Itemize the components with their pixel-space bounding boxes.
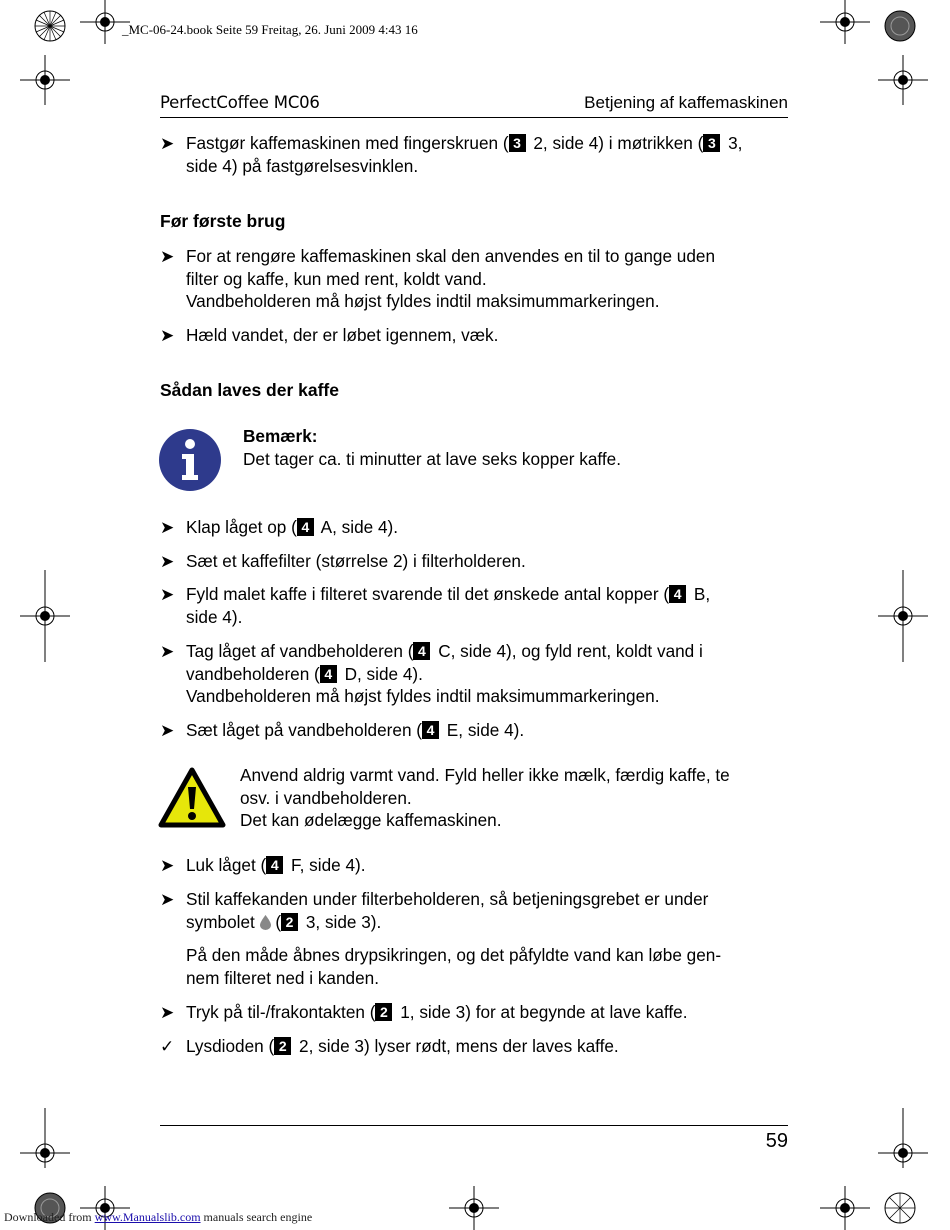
- checkmark-icon: ✓: [160, 1036, 175, 1056]
- section-heading: Før første brug: [160, 211, 286, 231]
- bullet-arrow-icon: ➤: [160, 855, 175, 875]
- header-product-name: PerfectCoffee MC06: [160, 93, 320, 112]
- warning-text: Anvend aldrig varmt vand. Fyld heller ikke mælk, færdig kaffe, te osv. i vandbeholderen. Det kan ødelægge kaffemaskinen.: [240, 765, 730, 831]
- download-notice: Downloaded from www.Manualslib.com manuals search engine: [4, 1210, 313, 1224]
- crosshair-mark-icon: [820, 1186, 870, 1230]
- manualslib-link[interactable]: www.Manualslib.com: [94, 1210, 201, 1224]
- bullet-arrow-icon: ➤: [160, 641, 175, 661]
- note-title: Bemærk:: [243, 426, 318, 446]
- registration-mark-icon: [870, 1180, 930, 1230]
- result-item: ✓ Lysdioden ( 2 2, side 3) lyser rødt, mens der laves kaffe.: [160, 1036, 619, 1056]
- instruction-item: ➤ Fyld malet kaffe i filteret svarende til det ønskede antal kopper ( 4 B, side 4).: [160, 584, 711, 627]
- figure-ref-badge: 2: [274, 1037, 291, 1055]
- crosshair-mark-icon: [878, 55, 928, 105]
- bullet-arrow-icon: ➤: [160, 584, 175, 604]
- figure-ref-badge: 4: [413, 642, 430, 660]
- instruction-item: ➤ Klap låget op ( 4 A, side 4).: [160, 517, 399, 537]
- registration-mark-icon: [870, 0, 930, 52]
- crosshair-mark-icon: [20, 570, 70, 662]
- bullet-arrow-icon: ➤: [160, 1002, 175, 1022]
- bullet-arrow-icon: ➤: [160, 325, 175, 345]
- bullet-arrow-icon: ➤: [160, 889, 175, 909]
- page-number: 59: [765, 1130, 788, 1152]
- note-text: Det tager ca. ti minutter at lave seks kopper kaffe.: [243, 449, 621, 469]
- figure-ref-badge: 4: [669, 585, 686, 603]
- warning-icon: [158, 767, 226, 829]
- header-divider: [160, 117, 788, 118]
- figure-ref-badge: 4: [422, 721, 439, 739]
- instruction-item: ➤ Hæld vandet, der er løbet igennem, væk.: [160, 325, 499, 345]
- crosshair-mark-icon: [20, 55, 70, 105]
- instruction-item: ➤ Tag låget af vandbeholderen ( 4 C, side 4), og fyld rent, koldt vand i vandbeholderen ( 4 D, side 4). Vandbeholderen må højst fyldes indtil maksimummarkeringen.: [160, 641, 703, 707]
- instruction-item: ➤ Stil kaffekanden under filterbeholderen, så betjeningsgrebet er under symbolet ( 2 3, side 3). På den måde åbnes drypsikringen, og det påfyldte vand kan løbe gen- nem filteret ned i kanden.: [160, 889, 722, 988]
- bullet-arrow-icon: ➤: [160, 551, 175, 571]
- crosshair-mark-icon: [20, 1108, 70, 1168]
- instruction-item: ➤ Fastgør kaffemaskinen med fingerskruen ( 3 2, side 4) i møtrikken ( 3 3, side 4) på fastgørelsesvinklen.: [160, 133, 743, 176]
- bullet-arrow-icon: ➤: [160, 517, 175, 537]
- figure-ref-badge: 3: [703, 134, 720, 152]
- crosshair-mark-icon: [878, 1108, 928, 1168]
- figure-ref-badge: 4: [297, 518, 314, 536]
- figure-ref-badge: 2: [281, 913, 298, 931]
- bullet-arrow-icon: ➤: [160, 720, 175, 740]
- figure-ref-badge: 2: [375, 1003, 392, 1021]
- header-section-title: Betjening af kaffemaskinen: [584, 93, 788, 112]
- instruction-item: ➤ Tryk på til-/frakontakten ( 2 1, side 3) for at begynde at lave kaffe.: [160, 1002, 688, 1022]
- figure-ref-badge: 4: [266, 856, 283, 874]
- section-heading: Sådan laves der kaffe: [160, 380, 339, 400]
- info-icon: [159, 429, 221, 491]
- figure-ref-badge: 4: [320, 665, 337, 683]
- registration-mark-icon: [20, 0, 80, 52]
- figure-ref-badge: 3: [509, 134, 526, 152]
- water-drop-icon: [260, 915, 271, 930]
- instruction-item: ➤ Luk låget ( 4 F, side 4).: [160, 855, 366, 875]
- instruction-item: ➤ For at rengøre kaffemaskinen skal den anvendes en til to gange uden filter og kaffe, kun med rent, koldt vand. Vandbeholderen må højst fyldes indtil maksimummarkeringen.: [160, 246, 716, 312]
- instruction-item: ➤ Sæt låget på vandbeholderen ( 4 E, side 4).: [160, 720, 525, 740]
- footer-divider: [160, 1125, 788, 1126]
- bullet-arrow-icon: ➤: [160, 133, 175, 153]
- crosshair-mark-icon: [878, 570, 928, 662]
- crosshair-mark-icon: [820, 0, 870, 44]
- instruction-item: ➤ Sæt et kaffefilter (størrelse 2) i filterholderen.: [160, 551, 526, 571]
- crosshair-mark-icon: [449, 1186, 499, 1230]
- print-meta-line: _MC-06-24.book Seite 59 Freitag, 26. Juni 2009 4:43 16: [122, 22, 418, 37]
- bullet-arrow-icon: ➤: [160, 246, 175, 266]
